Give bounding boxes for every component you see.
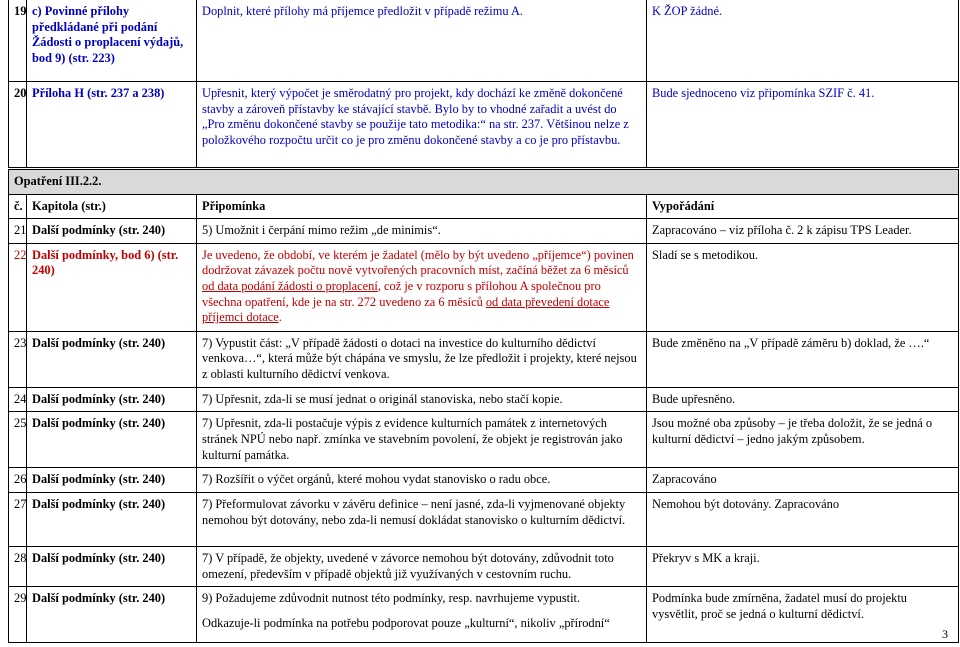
row-resolution: Bude sjednoceno viz připomínka SZIF č. 41. xyxy=(647,82,959,168)
table-row xyxy=(9,387,959,412)
row-number: 24 xyxy=(9,387,27,412)
table-row xyxy=(9,587,959,643)
top-comments-table xyxy=(8,0,959,168)
row-comment: 7) Vypustit část: „V případě žádosti o dotaci na investice do kulturního dědictví venkova…“, která může být chápána ve smyslu, že lze předložit i projekty, které nejsou z oblasti kulturního dědictví venkova. xyxy=(197,331,647,387)
col-header-num: č. xyxy=(9,194,27,219)
row-resolution: Zapracováno – viz příloha č. 2 k zápisu TPS Leader. xyxy=(647,219,959,244)
row-comment: 5) Umožnit i čerpání mimo režim „de minimis“. xyxy=(197,219,647,244)
row-chapter: Další podmínky (str. 240) xyxy=(27,387,197,412)
row-comment: Doplnit, které přílohy má příjemce předložit v případě režimu A. xyxy=(197,0,647,82)
row-chapter: Další podmínky (str. 240) xyxy=(27,219,197,244)
row-resolution: Zapracováno xyxy=(647,468,959,493)
section-header-row xyxy=(9,170,959,195)
table-row xyxy=(9,0,959,82)
row-comment: 7) Rozšířit o výčet orgánů, které mohou vydat stanovisko o radu obce. xyxy=(197,468,647,493)
col-header-chapter: Kapitola (str.) xyxy=(27,194,197,219)
row-chapter: Další podmínky (str. 240) xyxy=(27,468,197,493)
row-chapter: Další podmínky (str. 240) xyxy=(27,492,197,546)
row-number: 21 xyxy=(9,219,27,244)
row-resolution: Nemohou být dotovány. Zapracováno xyxy=(647,492,959,546)
row-number: 26 xyxy=(9,468,27,493)
row-comment-line: 9) Požadujeme zdůvodnit nutnost této podmínky, resp. navrhujeme vypustit. xyxy=(202,591,581,606)
table-row xyxy=(9,412,959,468)
row-number: 28 xyxy=(9,546,27,586)
row-chapter: Další podmínky (str. 240) xyxy=(27,546,197,586)
row-number: 22 xyxy=(9,243,27,331)
comments-table xyxy=(8,169,959,643)
row-number: 29 xyxy=(9,587,27,643)
row-chapter: Příloha H (str. 237 a 238) xyxy=(27,82,197,168)
row-number: 19 xyxy=(9,0,27,82)
row-comment: 7) Přeformulovat závorku v závěru definice – není jasné, zda-li vyjmenované objekty nemohou být dotovány, nebo zda-li nemusí dokládat stanovisko o kulturním dědictví. xyxy=(197,492,647,546)
row-resolution: Podmínka bude zmírněna, žadatel musí do projektu vysvětlit, proč se jedná o kulturní dědictví. xyxy=(647,587,959,643)
column-header-row xyxy=(9,194,959,219)
row-comment: 7) Upřesnit, zda-li postačuje výpis z evidence kulturních památek z internetových stránek NPÚ nebo např. zmínka ve stavebním povolení, že objekt je registrován jako kulturní památka. xyxy=(197,412,647,468)
col-header-comment: Připomínka xyxy=(197,194,647,219)
row-chapter: Další podmínky, bod 6) (str. 240) xyxy=(27,243,197,331)
row-comment: Je uvedeno, že období, ve kterém je žadatel (mělo by být uvedeno „příjemce“) povinen dodržovat závazek počtu nově vytvořených pracovních míst, začíná běžet za 6 měsíců od data podání žádosti o proplacení, což je v rozporu s přílohou A společnou pro všechna opatření, kde je na str. 272 uvedeno za 6 měsíců od data převedení dotace příjemci dotace. xyxy=(197,243,647,331)
row-comment: 7) Upřesnit, zda-li se musí jednat o originál stanoviska, nebo stačí kopie. xyxy=(197,387,647,412)
col-header-resolution: Vypořádání xyxy=(647,194,959,219)
row-comment xyxy=(197,587,647,643)
row-chapter: Další podmínky (str. 240) xyxy=(27,587,197,643)
row-resolution: Jsou možné oba způsoby – je třeba doložit, že se jedná o kulturní dědictví – jedno jakým způsobem. xyxy=(647,412,959,468)
row-comment: Upřesnit, který výpočet je směrodatný pro projekt, kdy dochází ke změně dokončené stavby a zároveň přístavby ke stávající stavbě. Bylo by to vhodné zařadit a uvést do „Pro změnu dokončené stavby se použije tato metodika:“ na str. 237. Většinou nelze z položkového rozpočtu určit co je pro změnu dokončené stavby a co je pro přístavbu. xyxy=(197,82,647,168)
row-comment: 7) V případě, že objekty, uvedené v závorce nemohou být dotovány, zdůvodnit toto omezení, především v případě objektů již využívaných v cestovním ruchu. xyxy=(197,546,647,586)
row-number: 27 xyxy=(9,492,27,546)
table-row xyxy=(9,468,959,493)
row-resolution: Překryv s MK a kraji. xyxy=(647,546,959,586)
table-row xyxy=(9,219,959,244)
table-row xyxy=(9,492,959,546)
row-chapter: Další podmínky (str. 240) xyxy=(27,412,197,468)
row-resolution: Sladí se s metodikou. xyxy=(647,243,959,331)
row-number: 20 xyxy=(9,82,27,168)
row-chapter: c) Povinné přílohy předkládané při podání Žádosti o proplacení výdajů, bod 9) (str. 223) xyxy=(27,0,197,82)
table-row xyxy=(9,82,959,168)
row-comment-line: Odkazuje-li podmínka na potřebu podporovat pouze „kulturní“, nikoliv „přírodní“ xyxy=(202,615,610,630)
table-row xyxy=(9,243,959,331)
section-title: Opatření III.2.2. xyxy=(9,170,959,195)
row-chapter: Další podmínky (str. 240) xyxy=(27,331,197,387)
table-row xyxy=(9,546,959,586)
page-number: 3 xyxy=(942,627,948,642)
row-resolution: K ŽOP žádné. xyxy=(647,0,959,82)
row-resolution: Bude upřesněno. xyxy=(647,387,959,412)
row-number: 25 xyxy=(9,412,27,468)
table-row xyxy=(9,331,959,387)
row-number: 23 xyxy=(9,331,27,387)
row-resolution: Bude změněno na „V případě záměru b) doklad, že ….“ xyxy=(647,331,959,387)
